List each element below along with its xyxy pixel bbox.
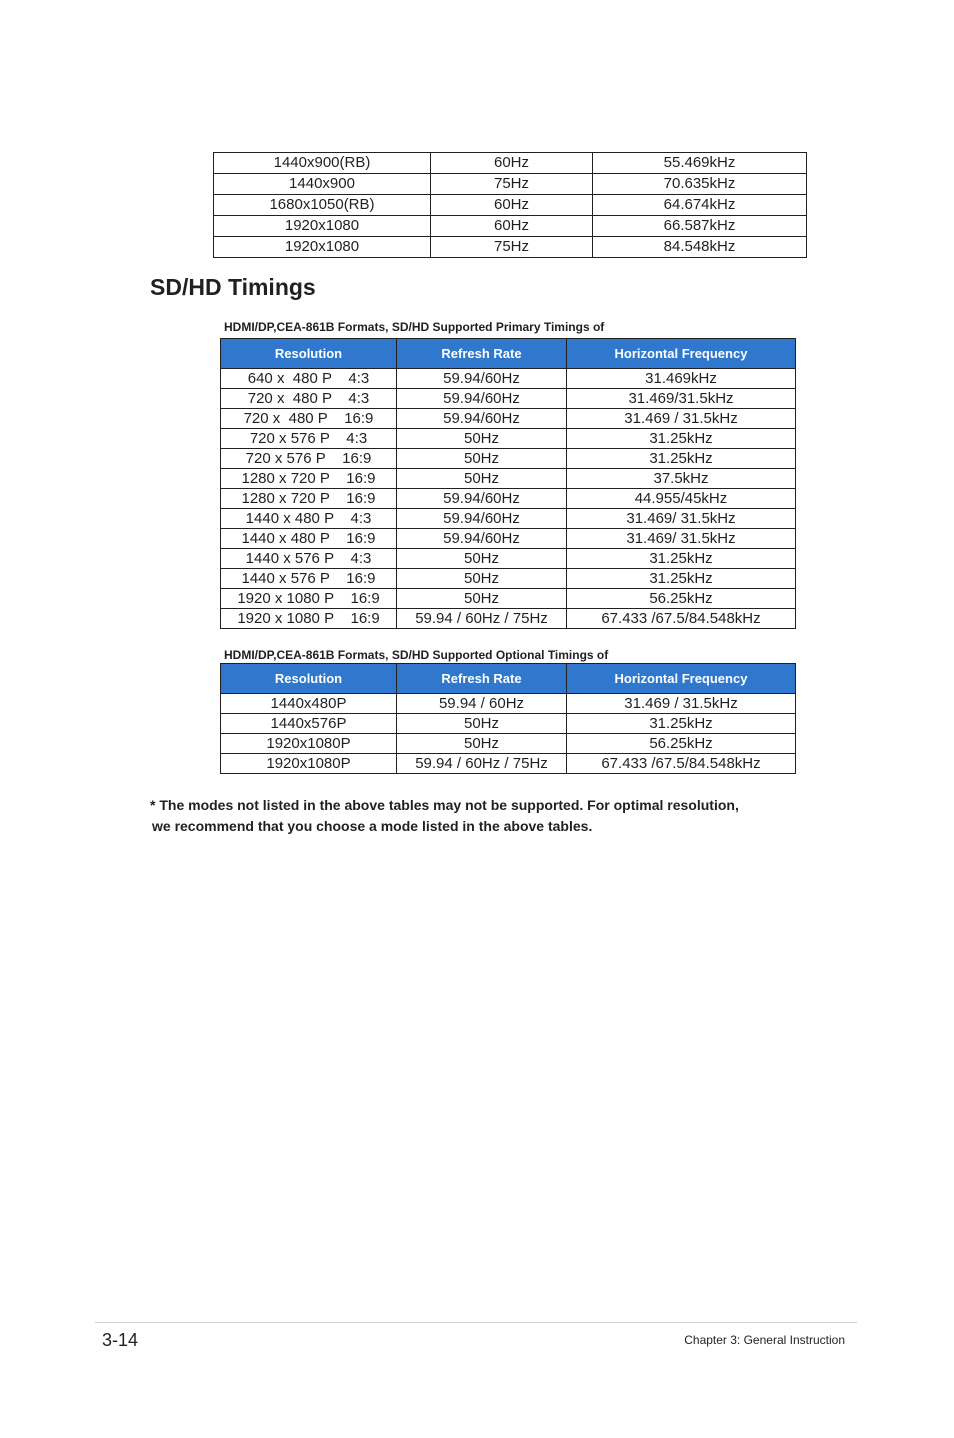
table-row — [221, 469, 796, 489]
cell-resolution: 720 x 576 P 4:3 — [221, 429, 397, 449]
timing-table-continued — [213, 152, 807, 258]
support-note — [150, 795, 739, 837]
cell-refresh-rate: 50Hz — [397, 429, 567, 449]
column-header-horizontal-frequency: Horizontal Frequency — [567, 664, 796, 694]
cell-horizontal-frequency: 31.25kHz — [567, 429, 796, 449]
table-row — [221, 589, 796, 609]
cell-resolution: 720 x 480 P 4:3 — [221, 389, 397, 409]
column-header-horizontal-frequency: Horizontal Frequency — [567, 339, 796, 369]
cell-horizontal-frequency: 55.469kHz — [593, 153, 807, 174]
cell-resolution: 1440 x 480 P 4:3 — [221, 509, 397, 529]
cell-resolution: 1280 x 720 P 16:9 — [221, 489, 397, 509]
support-note-line-1: * The modes not listed in the above tables may not be supported. For optimal resolution, — [150, 797, 739, 813]
optional-timings-caption: HDMI/DP,CEA-861B Formats, SD/HD Supported Optional Timings of — [224, 648, 609, 662]
cell-refresh-rate: 50Hz — [397, 449, 567, 469]
cell-resolution: 1280 x 720 P 16:9 — [221, 469, 397, 489]
table-row — [221, 569, 796, 589]
cell-horizontal-frequency: 31.469/ 31.5kHz — [567, 509, 796, 529]
cell-refresh-rate: 50Hz — [397, 569, 567, 589]
table-row — [221, 714, 796, 734]
table-row — [214, 216, 807, 237]
cell-refresh-rate: 75Hz — [431, 174, 593, 195]
page-number: 3-14 — [102, 1330, 139, 1350]
table-row — [221, 609, 796, 629]
cell-refresh-rate: 59.94/60Hz — [397, 489, 567, 509]
cell-refresh-rate: 60Hz — [431, 195, 593, 216]
cell-horizontal-frequency: 64.674kHz — [593, 195, 807, 216]
section-title: SD/HD Timings — [150, 274, 316, 300]
cell-resolution: 640 x 480 P 4:3 — [221, 369, 397, 389]
table-row — [214, 195, 807, 216]
cell-resolution: 1440x900 — [214, 174, 431, 195]
cell-horizontal-frequency: 37.5kHz — [567, 469, 796, 489]
cell-horizontal-frequency: 31.25kHz — [567, 714, 796, 734]
cell-horizontal-frequency: 31.469/31.5kHz — [567, 389, 796, 409]
cell-refresh-rate: 50Hz — [397, 589, 567, 609]
cell-refresh-rate: 50Hz — [397, 734, 567, 754]
footer-divider — [95, 1322, 857, 1323]
table-row — [221, 694, 796, 714]
cell-horizontal-frequency: 31.469/ 31.5kHz — [567, 529, 796, 549]
cell-refresh-rate: 59.94 / 60Hz / 75Hz — [397, 609, 567, 629]
table-row — [221, 754, 796, 774]
cell-refresh-rate: 59.94/60Hz — [397, 509, 567, 529]
table-row — [221, 734, 796, 754]
cell-resolution: 720 x 480 P 16:9 — [221, 409, 397, 429]
cell-refresh-rate: 59.94/60Hz — [397, 389, 567, 409]
cell-horizontal-frequency: 31.25kHz — [567, 449, 796, 469]
cell-horizontal-frequency: 31.25kHz — [567, 569, 796, 589]
cell-resolution: 1920x1080P — [221, 734, 397, 754]
cell-horizontal-frequency: 31.25kHz — [567, 549, 796, 569]
cell-horizontal-frequency: 44.955/45kHz — [567, 489, 796, 509]
table-row — [221, 389, 796, 409]
table-row — [221, 409, 796, 429]
table-row — [221, 509, 796, 529]
cell-refresh-rate: 59.94 / 60Hz / 75Hz — [397, 754, 567, 774]
cell-resolution: 1440x480P — [221, 694, 397, 714]
cell-refresh-rate: 59.94/60Hz — [397, 409, 567, 429]
cell-refresh-rate: 50Hz — [397, 469, 567, 489]
column-header-resolution: Resolution — [221, 664, 397, 694]
cell-horizontal-frequency: 56.25kHz — [567, 589, 796, 609]
chapter-label: Chapter 3: General Instruction — [684, 1333, 845, 1347]
cell-resolution: 1440x576P — [221, 714, 397, 734]
table-header-row — [221, 339, 796, 369]
primary-timings-table — [220, 338, 796, 629]
cell-horizontal-frequency: 31.469 / 31.5kHz — [567, 694, 796, 714]
cell-refresh-rate: 50Hz — [397, 549, 567, 569]
cell-resolution: 1440x900(RB) — [214, 153, 431, 174]
cell-horizontal-frequency: 84.548kHz — [593, 237, 807, 258]
table-row — [214, 153, 807, 174]
cell-refresh-rate: 50Hz — [397, 714, 567, 734]
column-header-refresh-rate: Refresh Rate — [397, 339, 567, 369]
cell-horizontal-frequency: 31.469kHz — [567, 369, 796, 389]
cell-resolution: 1920 x 1080 P 16:9 — [221, 589, 397, 609]
table-row — [221, 489, 796, 509]
column-header-refresh-rate: Refresh Rate — [397, 664, 567, 694]
cell-resolution: 1920x1080 — [214, 216, 431, 237]
cell-horizontal-frequency: 67.433 /67.5/84.548kHz — [567, 754, 796, 774]
table-row — [221, 549, 796, 569]
table-row — [221, 449, 796, 469]
optional-timings-table — [220, 663, 796, 774]
table-row — [214, 237, 807, 258]
cell-refresh-rate: 60Hz — [431, 153, 593, 174]
cell-refresh-rate: 59.94/60Hz — [397, 369, 567, 389]
cell-resolution: 1440 x 576 P 4:3 — [221, 549, 397, 569]
cell-resolution: 1920x1080 — [214, 237, 431, 258]
cell-resolution: 1680x1050(RB) — [214, 195, 431, 216]
support-note-line-2: we recommend that you choose a mode listed in the above tables. — [152, 818, 593, 834]
cell-horizontal-frequency: 67.433 /67.5/84.548kHz — [567, 609, 796, 629]
table-row — [221, 369, 796, 389]
cell-resolution: 1440 x 480 P 16:9 — [221, 529, 397, 549]
cell-horizontal-frequency: 66.587kHz — [593, 216, 807, 237]
cell-horizontal-frequency: 56.25kHz — [567, 734, 796, 754]
table-row — [221, 429, 796, 449]
cell-refresh-rate: 60Hz — [431, 216, 593, 237]
cell-resolution: 1920 x 1080 P 16:9 — [221, 609, 397, 629]
cell-resolution: 1440 x 576 P 16:9 — [221, 569, 397, 589]
cell-resolution: 1920x1080P — [221, 754, 397, 774]
column-header-resolution: Resolution — [221, 339, 397, 369]
cell-horizontal-frequency: 70.635kHz — [593, 174, 807, 195]
table-header-row — [221, 664, 796, 694]
cell-resolution: 720 x 576 P 16:9 — [221, 449, 397, 469]
cell-horizontal-frequency: 31.469 / 31.5kHz — [567, 409, 796, 429]
cell-refresh-rate: 59.94/60Hz — [397, 529, 567, 549]
table-row — [221, 529, 796, 549]
cell-refresh-rate: 75Hz — [431, 237, 593, 258]
table-row — [214, 174, 807, 195]
primary-timings-caption: HDMI/DP,CEA-861B Formats, SD/HD Supported Primary Timings of — [224, 320, 605, 334]
cell-refresh-rate: 59.94 / 60Hz — [397, 694, 567, 714]
